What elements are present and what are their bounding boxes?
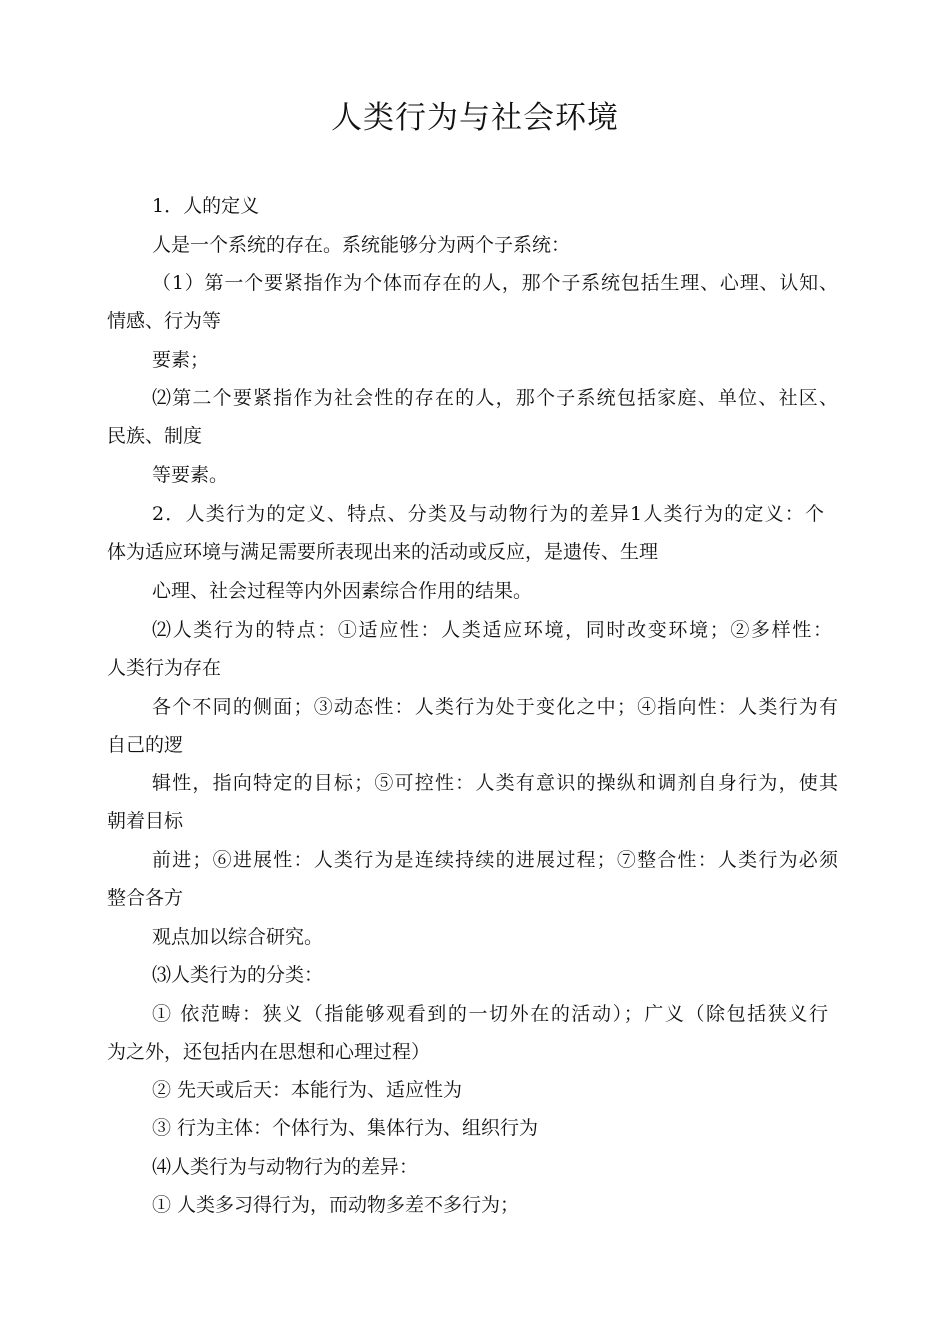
page-title: 人类行为与社会环境: [331, 100, 619, 136]
list-item: ① 依范畴：狭义（指能够观看到的一切外在的活动）；广义（除包括狭义行: [152, 1003, 828, 1025]
paragraph-line: 各个不同的侧面；③动态性：人类行为处于变化之中；④指向性：人类行为有: [152, 696, 838, 718]
list-item-continuation: 为之外，还包括内在思想和心理过程）: [107, 1041, 431, 1063]
paragraph-line: 人类行为存在: [107, 657, 222, 679]
paragraph-line: 整合各方: [107, 887, 184, 909]
paragraph-line: 心理、社会过程等内外因素综合作用的结果。: [152, 580, 533, 602]
paragraph-line: 民族、制度: [107, 425, 203, 447]
subsection-heading: ⑷人类行为与动物行为的差异：: [152, 1156, 419, 1178]
list-item: ① 人类多习得行为，而动物多差不多行为；: [152, 1194, 520, 1216]
paragraph-line: 前进；⑥进展性：人类行为是连续持续的进展过程；⑦整合性：人类行为必须: [152, 849, 838, 871]
section-heading-1: 1．人的定义: [152, 195, 260, 217]
paragraph-line: 情感、行为等: [107, 310, 222, 332]
paragraph-line: ⑵人类行为的特点：①适应性：人类适应环境，同时改变环境；②多样性：: [152, 619, 832, 641]
paragraph-line: ⑵第二个要紧指作为社会性的存在的人，那个子系统包括家庭、单位、社区、: [152, 387, 838, 409]
section-heading-2: 2．人类行为的定义、特点、分类及与动物行为的差异1人类行为的定义：个: [152, 503, 824, 525]
paragraph-line: 观点加以综合研究。: [152, 926, 324, 948]
paragraph-line: 等要素。: [152, 464, 229, 486]
paragraph-line: 人是一个系统的存在。系统能够分为两个子系统：: [152, 234, 571, 256]
paragraph-line: （1）第一个要紧指作为个体而存在的人，那个子系统包括生理、心理、认知、: [152, 272, 838, 294]
list-item: ③ 行为主体：个体行为、集体行为、组织行为: [152, 1117, 539, 1139]
paragraph-line: 朝着目标: [107, 810, 184, 832]
paragraph-line: 要素；: [152, 349, 210, 371]
paragraph-line: 体为适应环境与满足需要所表现出来的活动或反应，是遗传、生理: [107, 541, 659, 563]
paragraph-line: 自己的逻: [107, 734, 184, 756]
list-item: ② 先天或后天：本能行为、适应性为: [152, 1079, 463, 1101]
paragraph-line: 辑性，指向特定的目标；⑤可控性：人类有意识的操纵和调剂自身行为，使其: [152, 772, 838, 794]
subsection-heading: ⑶人类行为的分类：: [152, 964, 324, 986]
